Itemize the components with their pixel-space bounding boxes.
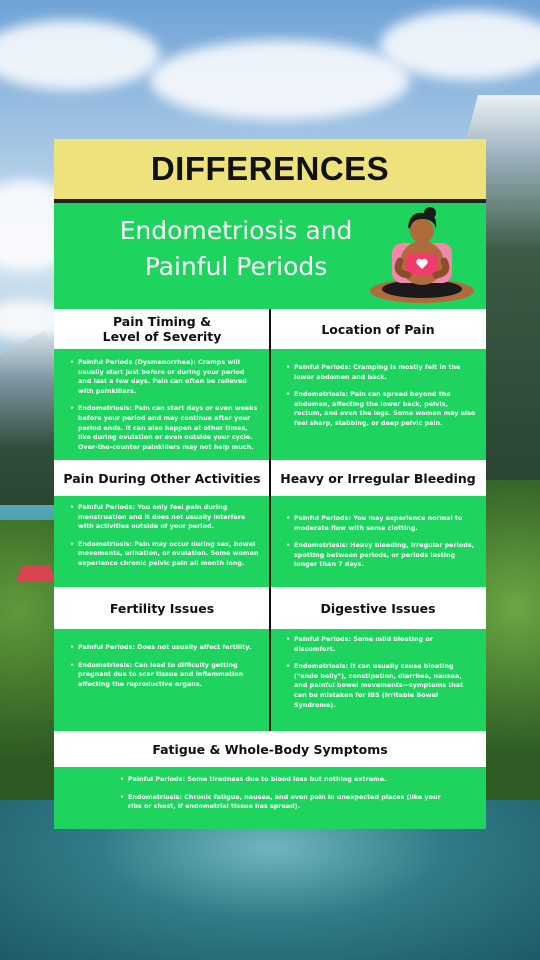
section-body [54,767,486,829]
section-heading: Digestive Issues [270,587,486,629]
list-item: • Endometriosis: Chronic fatigue, nausea, and even pain in unexpected places (like your ribs or chest, if endometrial tissue has spread). [120,793,446,812]
trees-right [480,480,540,800]
list-item: • Painful Periods (Dysmenorrhea): Cramps will usually start just before or during your period and last a few days. Pain can often be relieved with painkillers. [70,358,260,396]
section-body [54,629,270,731]
section-pain-timing [54,309,270,460]
list-item: • Painful Periods: You may experience normal to moderate flow with some clotting. [286,514,476,533]
section-body [270,629,486,731]
section-body [54,349,270,460]
comparison-grid [54,309,486,829]
section-heading: Fertility Issues [54,587,270,629]
list-item: • Endometriosis: Heavy bleeding, irregular periods, spotting between periods, or periods lasting longer than 7 days. [286,541,476,570]
list-item: • Painful Periods: You only feel pain during menstruation and it does not usually interfere with activities outside of your period. [70,503,260,532]
section-pain-activities [54,460,270,587]
section-body [270,496,486,587]
list-item: • Endometriosis: It can usually cause bloating ("endo belly"), constipation, diarrhea, nausea, and painful bowel movements—symptoms that can be mistaken for IBS (Irritable Bowel Syndrome). [286,662,476,710]
section-bleeding [270,460,486,587]
banner-title: DIFFERENCES [150,150,390,187]
woman-with-heating-pad-icon [364,203,480,307]
list-item: • Endometriosis: Can lead to difficulty getting pregnant due to scar tissue and inflammation affecting the reproductive organs. [70,661,260,690]
banner [54,139,486,203]
list-item: • Painful Periods: Some tiredness due to blood loss but nothing extreme. [120,775,446,785]
section-heading: Location of Pain [270,309,486,349]
row-4 [54,731,486,829]
hero-title: Endometriosis and Painful Periods [119,216,353,281]
column-divider [269,587,271,731]
list-item: • Endometriosis: Pain can spread beyond the abdomen, affecting the lower back, pelvis, rectum, and even the legs. Some women may also feel sharp, stabbing, or deep pelvic pain. [286,390,476,428]
section-heading: Pain During Other Activities [54,460,270,496]
section-body [54,496,270,587]
section-digestive [270,587,486,731]
section-fertility [54,587,270,731]
list-item: • Endometriosis: Pain may occur during sex, bowel movements, urination, or ovulation. Some women experience chronic pelvic pain all month long. [70,540,260,569]
section-heading: Heavy or Irregular Bleeding [270,460,486,496]
section-heading: Fatigue & Whole-Body Symptoms [54,731,486,767]
column-divider [269,309,271,460]
hero [54,203,486,309]
list-item: • Painful Periods: Cramping is mostly felt in the lower abdomen and back. [286,363,476,382]
row-1 [54,309,486,460]
section-heading: Pain Timing & Level of Severity [54,309,270,349]
row-3 [54,587,486,731]
cloud [150,40,410,120]
list-item: • Endometriosis: Pain can start days or even weeks before your period and may continue after your period ends. It can also happen at other times, like during ovulation or even outside your cycle. Over-the-counter painkillers may not help much. [70,404,260,452]
trees-left [0,520,60,820]
infographic-card [54,139,486,829]
column-divider [269,460,271,587]
row-2 [54,460,486,587]
section-body [270,349,486,460]
house-roof [16,566,56,582]
list-item: • Painful Periods: Does not usually affect fertility. [70,643,260,653]
section-location [270,309,486,460]
list-item: • Painful Periods: Some mild bloating or discomfort. [286,635,476,654]
